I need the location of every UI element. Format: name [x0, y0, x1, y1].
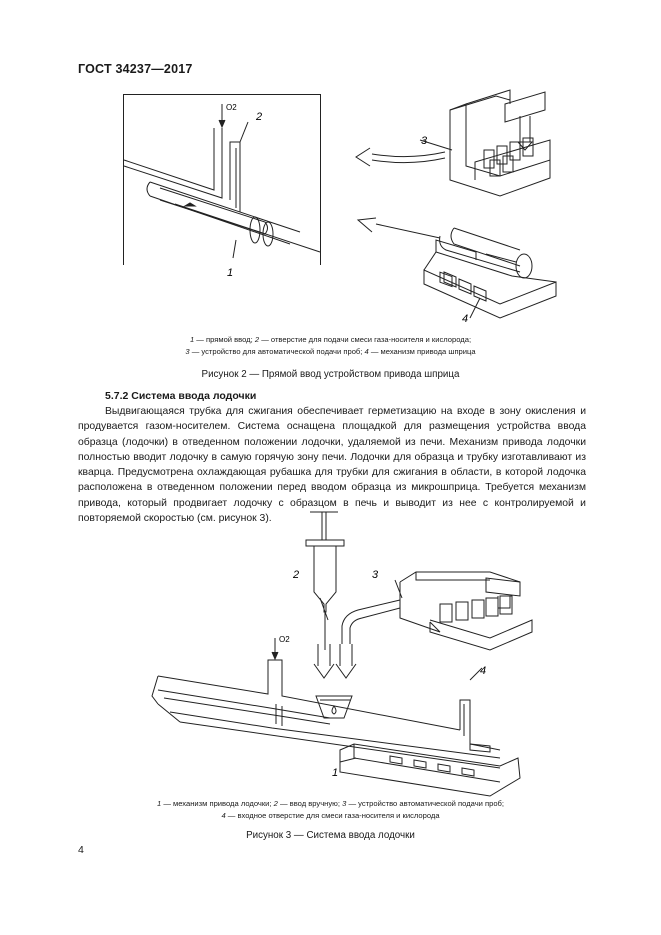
fig2-label-3: 3	[421, 135, 428, 147]
legend-text: — механизм привода лодочки;	[161, 799, 274, 808]
fig3-label-1: 1	[332, 767, 339, 779]
fig2-label-4: 4	[462, 313, 469, 325]
legend-num: 2	[254, 335, 260, 344]
legend-text: — устройство для автоматической подачи проб;	[189, 347, 365, 356]
figure3-caption: Рисунок 3 — Система ввода лодочки	[246, 830, 415, 841]
document-header: ГОСТ 34237—2017	[78, 62, 193, 76]
figure2-legend	[0, 334, 661, 358]
figure3-drawing	[0, 500, 661, 800]
figure2-legend-line1	[0, 334, 661, 346]
legend-num: 3	[185, 347, 190, 356]
fig3-o2-label: O2	[279, 635, 290, 644]
fig2-label-1: 1	[227, 267, 234, 279]
legend-num: 4	[221, 811, 226, 820]
figure2-drawing	[0, 0, 661, 340]
legend-text: — ввод вручную;	[277, 799, 343, 808]
figure2-legend-line2	[0, 346, 661, 358]
legend-num: 1	[156, 799, 162, 808]
legend-num: 4	[364, 347, 369, 356]
figure2-caption: Рисунок 2 — Прямой ввод устройством привода шприца	[201, 369, 460, 380]
legend-text: — отверстие для подачи смеси газа-носителя и кислорода;	[259, 335, 472, 344]
fig3-label-4: 4	[480, 665, 487, 677]
fig2-o2-label: O2	[226, 103, 237, 112]
legend-num: 1	[189, 335, 195, 344]
legend-num: 2	[273, 799, 278, 808]
page-number: 4	[78, 844, 84, 856]
figure3-legend-line1	[0, 798, 661, 810]
legend-text: — прямой ввод;	[194, 335, 255, 344]
section-title: 5.7.2 Система ввода лодочки	[105, 390, 257, 402]
fig2-label-2: 2	[256, 111, 263, 123]
figure3-legend-line2	[0, 810, 661, 822]
legend-text: — входное отверстие для смеси газа-носителя и кислорода	[225, 811, 440, 820]
section-paragraph: Выдвигающаяся трубка для сжигания обеспечивает герметизацию на входе в зону окисления и продувается газом-носителем. Система оснащена площадкой для размещения устройства ввода образца (лодочки) в отведенном положении лодочки, удаляемой из печи. Механизм привода лодочки полностью вводит лодочку в самую горячую зону печи. Лодочки для образца и трубку изготавливают из кварца. Предусмотрена охлаждающая рубашка для трубки для сжигания в области, в которой лодочка расположена в отведенном положении перед вводом образца из микрошприца. Требуется механизм привода, который продвигает лодочку с образцом в печь и выводит из нее с контролируемой и повторяемой скоростью (см. рисунок 3).	[78, 406, 586, 525]
fig3-label-3: 3	[372, 569, 379, 581]
legend-num: 3	[342, 799, 347, 808]
legend-text: — устройство автоматической подачи проб;	[346, 799, 505, 808]
legend-text: — механизм привода шприца	[368, 347, 476, 356]
figure3-legend	[0, 798, 661, 822]
fig3-label-2: 2	[293, 569, 300, 581]
